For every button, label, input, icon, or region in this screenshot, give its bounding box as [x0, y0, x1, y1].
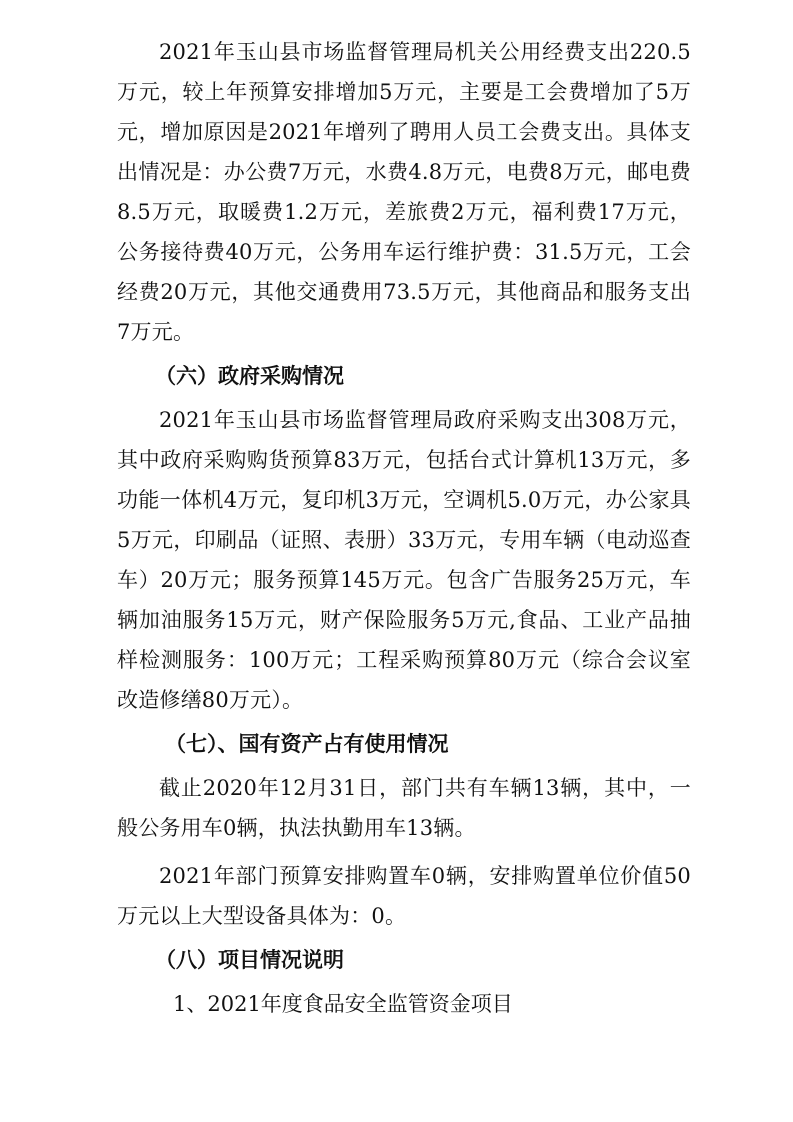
public-expense-paragraph: 2021年玉山县市场监督管理局机关公用经费支出220.5万元，较上年预算安排增加5万元，主要是工会费增加了5万元，增加原因是2021年增列了聘用人员工会费支出。具体支出情况是：办公费7万元，水费4.8万元，电费8万元，邮电费8.5万元，取暖费1.2万元，差旅费2万元，福利费17万元，公务接待费40万元，公务用车运行维护费：31.5万元，工会经费20万元，其他交通费用73.5万元，其他商品和服务支出7万元。 — [117, 40, 691, 344]
section-heading-procurement: （六）政府采购情况 — [155, 364, 344, 388]
equipment-paragraph: 2021年部门预算安排购置车0辆，安排购置单位价值50万元以上大型设备具体为：0。 — [117, 864, 691, 928]
procurement-paragraph: 2021年玉山县市场监督管理局政府采购支出308万元，其中政府采购购货预算83万元，包括台式计算机13万元，多功能一体机4万元，复印机3万元，空调机5.0万元，办公家具5万元，印刷品（证照、表册）33万元，专用车辆（电动巡查车）20万元；服务预算145万元。包含广告服务25万元，车辆加油服务15万元，财产保险服务5万元,食品、工业产品抽样检测服务：100万元；工程采购预算80万元（综合会议室改造修缮80万元）。 — [117, 408, 691, 712]
document-body — [117, 32, 691, 1024]
vehicles-paragraph: 截止2020年12月31日，部门共有车辆13辆，其中，一般公务用车0辆，执法执勤用车13辆。 — [117, 776, 691, 840]
section-heading-state-assets: （七）、国有资产占有使用情况 — [165, 732, 449, 756]
section-heading-projects: （八）项目情况说明 — [155, 948, 344, 972]
project-item-1: 1、2021年度食品安全监管资金项目 — [173, 992, 513, 1016]
